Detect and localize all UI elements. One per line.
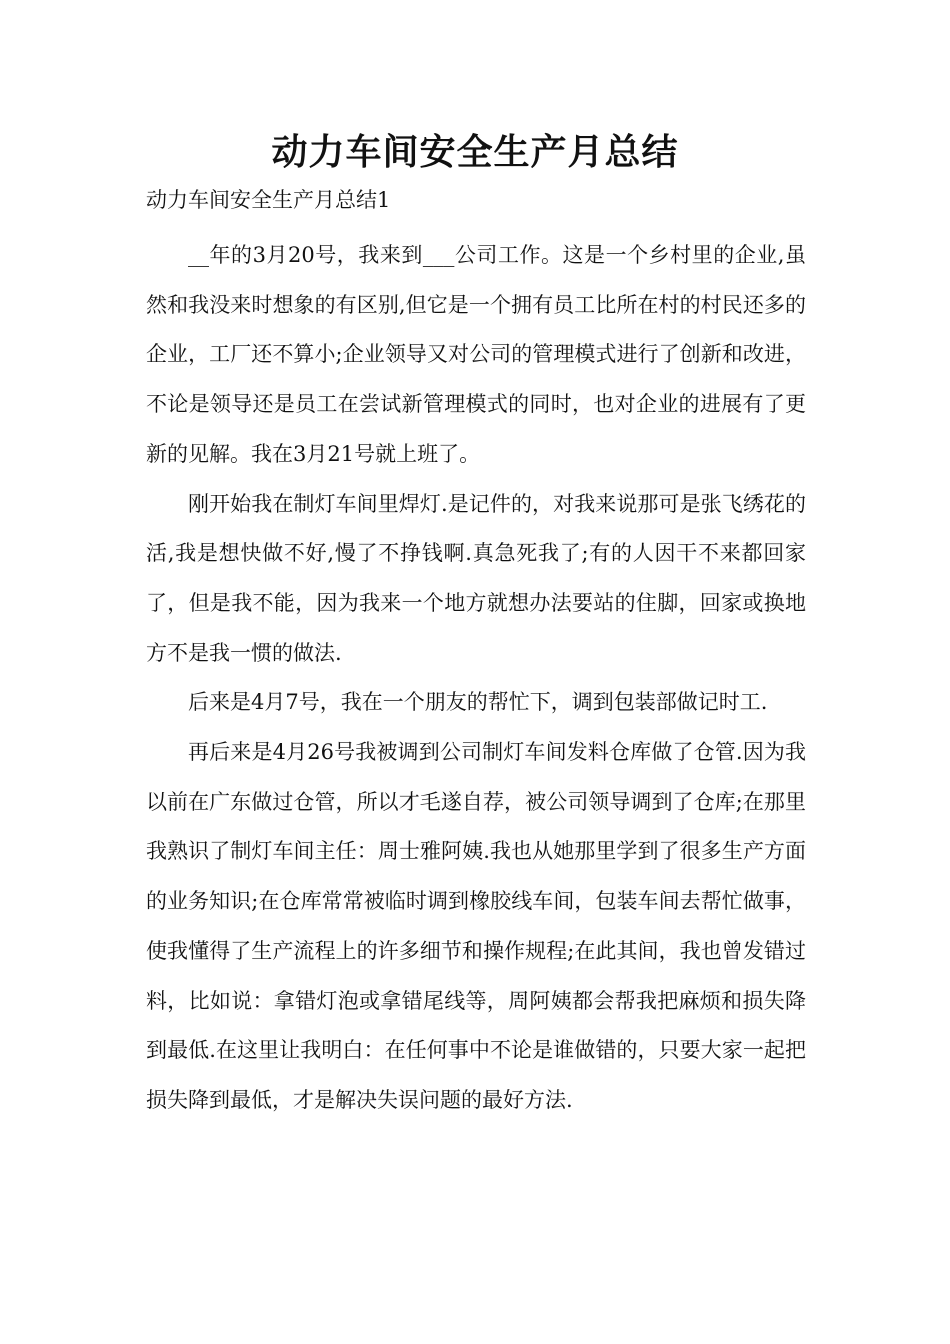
document-title: 动力车间安全生产月总结 xyxy=(271,132,679,173)
paragraph-1: __年的3月20号，我来到___公司工作。这是一个乡村里的企业,虽然和我没来时想象的有区别,但它是一个拥有员工比所在村的村民还多的企业，工厂还不算小;企业领导又对公司的管理模式进行了创新和改进，不论是领导还是员工在尝试新管理模式的同时，也对企业的进展有了更新的见解。我在3月21号就上班了。 xyxy=(146,243,806,466)
document-body xyxy=(146,231,806,1126)
paragraph-2: 刚开始我在制灯车间里焊灯.是记件的，对我来说那可是张飞绣花的活,我是想快做不好,慢了不挣钱啊.真急死我了;有的人因干不来都回家了，但是我不能，因为我来一个地方就想办法要站的住脚，回家或换地方不是我一惯的做法. xyxy=(146,491,806,665)
document-subtitle: 动力车间安全生产月总结1 xyxy=(146,188,391,212)
paragraph-3: 后来是4月7号，我在一个朋友的帮忙下，调到包装部做记时工. xyxy=(188,690,768,715)
paragraph-4: 再后来是4月26号我被调到公司制灯车间发料仓库做了仓管.因为我以前在广东做过仓管，所以才毛遂自荐，被公司领导调到了仓库;在那里我熟识了制灯车间主任：周士雅阿姨.我也从她那里学到了很多生产方面的业务知识;在仓库常常被临时调到橡胶线车间，包装车间去帮忙做事，使我懂得了生产流程上的许多细节和操作规程;在此其间，我也曾发错过料，比如说：拿错灯泡或拿错尾线等，周阿姨都会帮我把麻烦和损失降到最低.在这里让我明白：在任何事中不论是谁做错的，只要大家一起把损失降到最低，才是解决失误问题的最好方法. xyxy=(146,740,806,1112)
